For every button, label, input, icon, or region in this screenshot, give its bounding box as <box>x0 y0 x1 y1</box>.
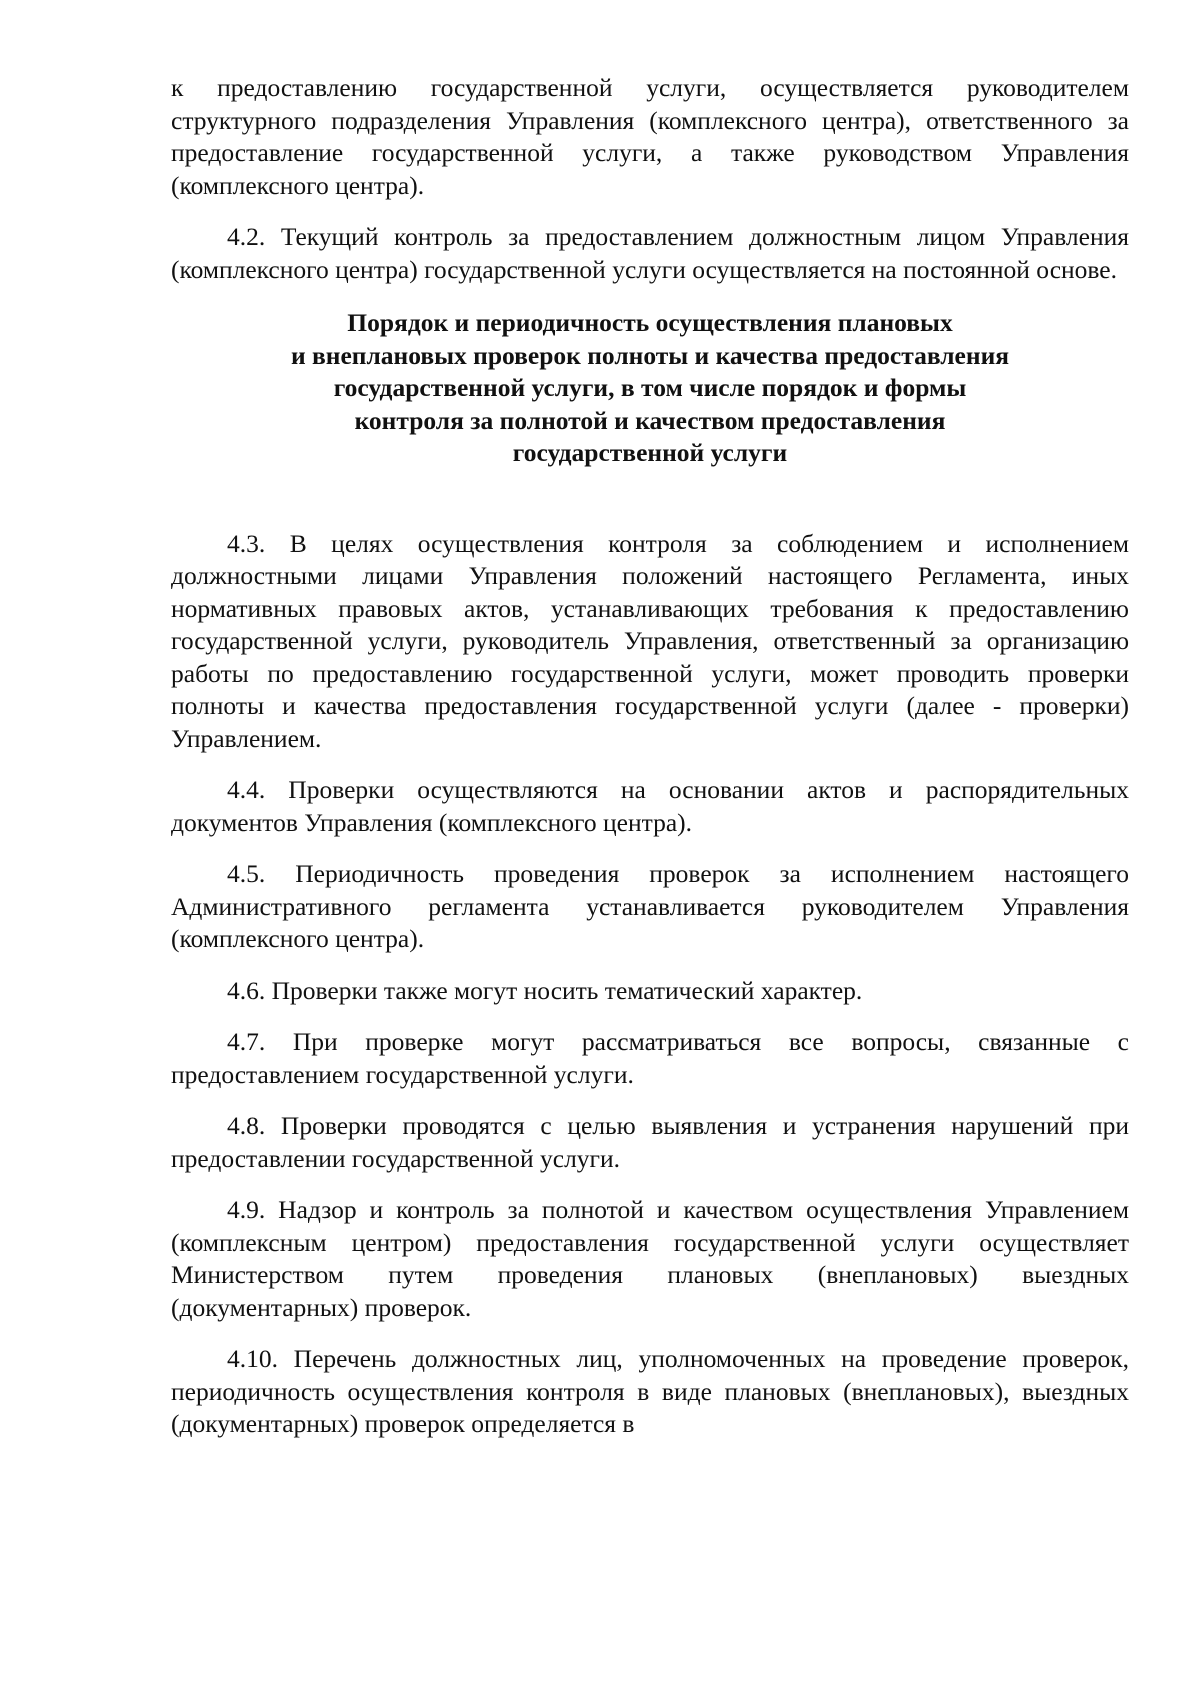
paragraph-continuation: к предоставлению государственной услуги, осуществляется руководителем структурного подразделения Управления (комплексного центра), ответственного за предоставление государственной услуги, а также руководством Управления (комплексного центра). <box>171 73 1129 200</box>
heading-line-4: контроля за полнотой и качеством предоставления <box>354 405 946 435</box>
heading-line-5: государственной услуги <box>512 438 788 467</box>
paragraph-4-8: 4.8. Проверки проводятся с целью выявления и устранения нарушений при предоставлении государственной услуги. <box>171 1111 1129 1173</box>
paragraph-4-4: 4.4. Проверки осуществляются на основании актов и распорядительных документов Управления (комплексного центра). <box>171 775 1129 837</box>
paragraph-4-10: 4.10. Перечень должностных лиц, уполномоченных на проведение проверок, периодичность осуществления контроля в виде плановых (внеплановых), выездных (документарных) проверок определяется в <box>171 1344 1129 1438</box>
document-page <box>171 72 1129 1441</box>
paragraph-4-5: 4.5. Периодичность проведения проверок за исполнением настоящего Административного регламента устанавливается руководителем Управления (комплексного центра). <box>171 859 1129 953</box>
paragraph-4-2: 4.2. Текущий контроль за предоставлением должностным лицом Управления (комплексного центра) государственной услуги осуществляется на постоянной основе. <box>171 222 1129 284</box>
heading-line-3: государственной услуги, в том числе порядок и формы <box>333 373 967 402</box>
paragraph-4-9: 4.9. Надзор и контроль за полнотой и качеством осуществления Управлением (комплексным центром) предоставления государственной услуги осуществляет Министерством путем проведения плановых (внеплановых) выездных (документарных) проверок. <box>171 1195 1129 1322</box>
paragraph-4-7: 4.7. При проверке могут рассматриваться все вопросы, связанные с предоставлением государственной услуги. <box>171 1027 1129 1089</box>
paragraph-4-6: 4.6. Проверки также могут носить тематический характер. <box>227 975 863 1005</box>
paragraph-4-3: 4.3. В целях осуществления контроля за соблюдением и исполнением должностными лицами Управления положений настоящего Регламента, иных нормативных правовых актов, устанавливающих требования к предоставлению государственной услуги, руководитель Управления, ответственный за организацию работы по предоставлению государственной услуги, может проводить проверки полноты и качества предоставления государственной услуги (далее - проверки) Управлением. <box>171 528 1129 753</box>
section-heading <box>171 307 1129 470</box>
heading-line-2: и внеплановых проверок полноты и качества предоставления <box>290 340 1010 370</box>
heading-line-1: Порядок и периодичность осуществления плановых <box>347 308 953 337</box>
